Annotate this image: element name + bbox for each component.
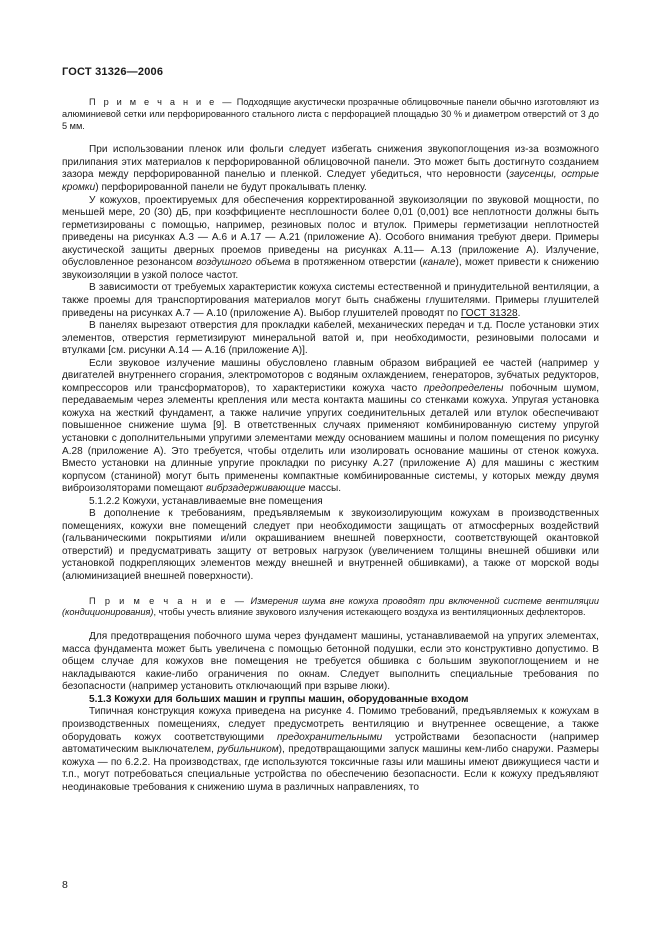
text-run: устройствами безопасности (например автоматическим выключателем, bbox=[62, 731, 599, 756]
paragraph-foundation: Для предотвращения побочного шума через фундамент машины, устанавливаемой на упругих элементах, масса фундамента может быть увеличена с помощью бетонной подушки, если это конструктивно допустимо. В общем случае для кожухов вне помещения не требуется обшивка с большим звукопоглощением и не накладываются какие-либо ограничения по окнам. Следует выполнить специальные требования по безопасности (например установить отключающий при взрыве люки). bbox=[62, 631, 599, 693]
gost-link[interactable]: ГОСТ 31328 bbox=[460, 307, 518, 319]
text-run: В зависимости от требуемых характеристик кожуха системы естественной и принудительной вентиляции, а также проемы для транспортирования материалов могут быть снабжены глушителями. Примеры глушителей приведены на рисунках А.7 — А.10 (приложение А). Выбор глушителей проводят по bbox=[62, 282, 599, 319]
italic-run: предопределены bbox=[423, 382, 504, 394]
italic-run: Измерения шума вне кожуха проводят при включенной системе вентиляции (кондиционирования) bbox=[62, 595, 600, 618]
text-run: Типичная конструкция кожуха приведена на рисунке 4. Помимо требований, предъявляемых к кожухам в производственных помещениях, следует предусмотреть вентиляцию и внутреннее освещение, а также оборудовать кожух соответствующими bbox=[62, 706, 599, 743]
text-run: массы. bbox=[305, 483, 342, 495]
italic-run: воздушного объема bbox=[196, 257, 291, 269]
paragraph-cable-openings: В панелях вырезают отверстия для прокладки кабелей, механических передач и т.д. После установки этих элементов, отверстия герметизируют минеральной ватой и, при необходимости, резиновыми полосами и втулками [см. рисунки А.14 — А.16 (приложение А)]. bbox=[62, 320, 599, 357]
document-header: ГОСТ 31326—2006 bbox=[62, 66, 164, 78]
text-run: в протяженном отверстии ( bbox=[290, 257, 423, 269]
text-run: Если звуковое излучение машины обусловлено главным образом вибрацией ее частей (например у двигателей внутреннего сгорания, электромоторов с водяным охлаждением, генераторов, зубчатых редукторов, компрессоров или трансформаторов), то характеристики кожуха часто bbox=[62, 357, 599, 394]
italic-run: канале bbox=[422, 257, 456, 269]
paragraph-outdoor: В дополнение к требованиям, предъявляемым к звукоизолирующим кожухам в производственных помещениях, кожухи вне помещений следует при необходимости защищать от атмосферных воздействий (гальваническими покрытиями и/или окрашиванием внешней поверхности, соответствующей окантовкой отверстий) и предусматривать защиту от ветровых нагрузок (увеличением толщины внешней обшивки или установкой подкрепляющих элементов между внешней и внутренней обшивками), а также от морской воды (алюминизацией внешней поверхности). bbox=[62, 508, 599, 582]
note-label: П р и м е ч а н и е — bbox=[89, 97, 234, 107]
paragraph-vibration bbox=[62, 358, 599, 496]
text-run: побочным шумом, передаваемым через элементы крепления или места контакта машины со стенками кожуха. Упругая установка кожуха на жесткий фундамент, а также наличие упругих соединительных деталей или втулок обеспечивают повышенное снижение шума [9]. В ответственных случаях применяют комбинированную систему упругой установки с дополнительными упругими элементами между основанием машины и полом помещения по рисунку А.28 (приложение А). Это требуется, чтобы отделить или изолировать основание машины от стенок кожуха. Вместо установки на длинные упругие прокладки по рисунку А.27 (приложение А) для машины с жестким корпусом (станиной) могут быть применены компактные комбинированные системы, у которых между двумя виброизоляторами помещают bbox=[62, 382, 599, 495]
note-label: П р и м е ч а н и е — bbox=[89, 595, 247, 606]
paragraph-films bbox=[62, 144, 599, 194]
paragraph-large-machines bbox=[62, 706, 599, 794]
italic-run: рубильником bbox=[217, 744, 279, 756]
section-heading-5-1-2-2: 5.1.2.2 Кожухи, устанавливаемые вне помещения bbox=[89, 495, 323, 507]
italic-run: вибрзадерживающие bbox=[205, 483, 306, 495]
body-text bbox=[62, 97, 599, 794]
italic-run: предохранительными bbox=[276, 731, 383, 743]
text-run: ) перфорированной панели не будут прокалывать пленку. bbox=[95, 182, 367, 194]
text-run: ), может привести к снижению звукоизоляции в узкой полосе частот. bbox=[62, 257, 599, 281]
note-2 bbox=[62, 596, 599, 620]
paragraph-sealing bbox=[62, 195, 599, 283]
text-run: . bbox=[517, 307, 521, 319]
paragraph-ventilation bbox=[62, 282, 599, 320]
note-text: Подходящие акустически прозрачные облицовочные панели обычно изготовляют из алюминиевой сетки или перфорированного стального листа с перфорацией площадью 30 % и диаметром отверстий от 3 до 5 мм. bbox=[62, 97, 599, 131]
page-number: 8 bbox=[62, 879, 68, 891]
text-run: При использовании пленок или фольги следует избегать снижения звукопоглощения из-за возможного прилипания этих материалов к перфорированной облицовочной панели. Это может быть достигнуто созданием зазора между перфорированной панелью и пленкой. Следует убедиться, что неровности ( bbox=[62, 144, 599, 181]
text-run: У кожухов, проектируемых для обеспечения корректированной звукоизоляции по звуковой мощности, по меньшей мере, 20 (30) дБ, при коэффициенте несплошности более 0,01 (0,001) все неплотности должны быть герметизированы с помощью, например, резиновых полос и втулок. Примеры герметизации неплотностей приведены на рисунках А.3 — А.6 и А.17 — А.21 (приложение А). Особого внимания требуют двери. Примеры акустической защиты дверных проемов приведены на рисунках А.11— А.13 (приложение А). Излучение, обусловленное резонансом bbox=[62, 194, 599, 269]
text-run: ), предотвращающими запуск машины кем-либо снаружи. Размеры кожуха — по 6.2.2. На производствах, где используются токсичные газы или машины имеют движущиеся части и т.п., могут потребоваться специальные устройства по обеспечению безопасности. Если к кожуху предъявляют неодинаковые требования к снижению шума в различных направлениях, то bbox=[62, 744, 600, 793]
note-1 bbox=[62, 97, 599, 132]
note-text: , чтобы учесть влияние звукового излучения истекающего воздуха из вентиляционных дефлекторов. bbox=[153, 607, 586, 618]
section-heading-5-1-3: 5.1.3 Кожухи для больших машин и группы машин, оборудованные входом bbox=[89, 693, 469, 705]
italic-run: заусенцы, острые кромки bbox=[62, 169, 599, 194]
